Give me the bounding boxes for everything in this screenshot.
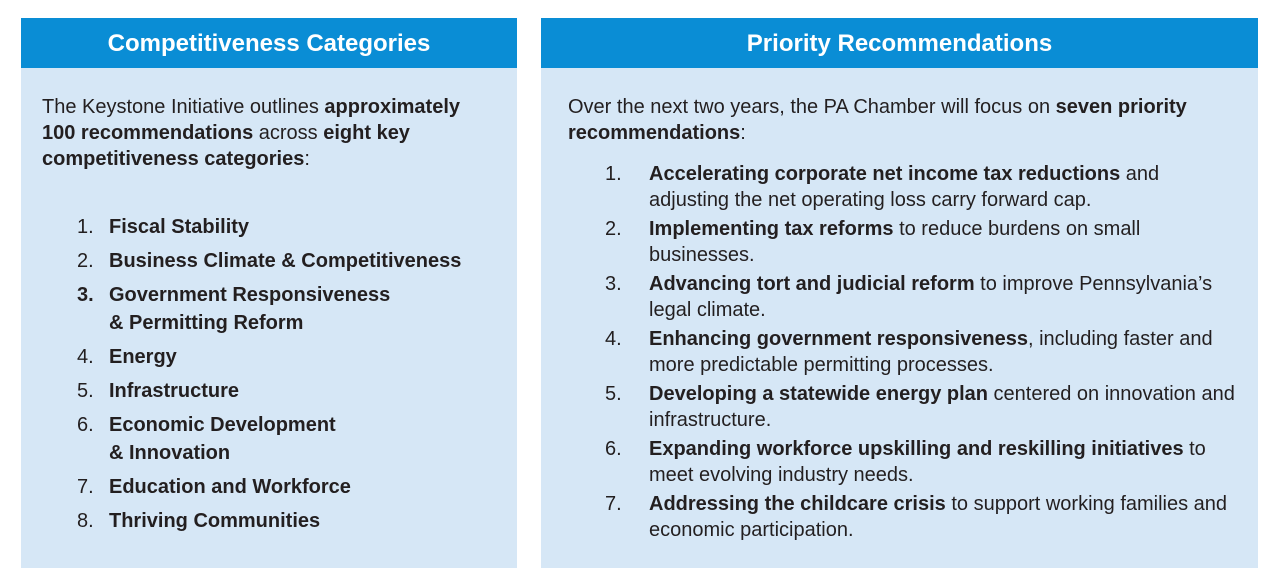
category-label: Infrastructure: [109, 380, 240, 402]
recommendation-title: Addressing the childcare crisis: [649, 493, 946, 515]
category-label: Energy: [109, 346, 177, 368]
recommendation-item: 1. Accelerating corporate net income tax reductions and adjusting the net operating loss carry forward cap.: [605, 163, 1160, 211]
category-label: Fiscal Stability: [109, 216, 250, 238]
recommendation-item: 4. Enhancing government responsiveness, including faster and more predictable permitting processes.: [605, 328, 1213, 376]
category-item: 1. Fiscal Stability: [77, 216, 250, 238]
recommendation-title: Implementing tax reforms: [649, 218, 894, 240]
category-label: Thriving Communities: [109, 510, 321, 532]
competitiveness-categories-panel: [21, 18, 517, 568]
recommendation-detail: to support working families and economic participation.: [649, 493, 1228, 541]
recommendation-item: 6. Expanding workforce upskilling and reskilling initiatives to meet evolving industry needs.: [605, 438, 1206, 486]
category-label: Business Climate & Competitiveness: [109, 250, 462, 272]
recommendation-detail: centered on innovation and infrastructure.: [649, 383, 1235, 431]
intro-bold-categories: eight key competitiveness categories: [42, 122, 410, 170]
intro-text: :: [740, 122, 746, 144]
recommendation-detail: to meet evolving industry needs.: [649, 438, 1206, 486]
category-label-cont: & Innovation: [109, 442, 231, 464]
categories-list: [77, 213, 507, 541]
recommendations-list: [605, 161, 1235, 546]
recommendation-item: 3. Advancing tort and judicial reform to improve Pennsylvania’s legal climate.: [605, 273, 1213, 321]
recommendation-title: Accelerating corporate net income tax reductions: [649, 163, 1121, 185]
intro-text: across: [253, 122, 324, 144]
category-item: 5. Infrastructure: [77, 380, 240, 402]
competitiveness-categories-header: Competitiveness Categories: [21, 18, 517, 68]
recommendation-item: 5. Developing a statewide energy plan centered on innovation and infrastructure.: [605, 383, 1235, 431]
recommendation-title: Developing a statewide energy plan: [649, 383, 988, 405]
recommendations-intro: [568, 94, 1228, 146]
recommendation-item: 2. Implementing tax reforms to reduce burdens on small businesses.: [605, 218, 1141, 266]
category-item: 2. Business Climate & Competitiveness: [77, 250, 462, 272]
priority-recommendations-panel: [541, 18, 1258, 568]
intro-bold-recommendations: approximately 100 recommendations: [42, 96, 460, 144]
intro-text: The Keystone Initiative outlines: [42, 96, 325, 118]
priority-recommendations-header: Priority Recommendations: [541, 18, 1258, 68]
category-label-cont: & Permitting Reform: [109, 312, 304, 334]
recommendation-title: Enhancing government responsiveness: [649, 328, 1028, 350]
recommendation-item: 7. Addressing the childcare crisis to support working families and economic participation.: [605, 493, 1228, 541]
category-item: 7. Education and Workforce: [77, 476, 351, 498]
category-item: 3. Government Responsiveness & Permitting Reform: [77, 284, 391, 334]
recommendation-title: Expanding workforce upskilling and reskilling initiatives: [649, 438, 1184, 460]
category-item: 6. Economic Development & Innovation: [77, 414, 336, 464]
category-label: Government Responsiveness: [109, 284, 391, 306]
intro-text: :: [304, 148, 310, 170]
intro-text: Over the next two years, the PA Chamber will focus on: [568, 96, 1056, 118]
category-label: Education and Workforce: [109, 476, 351, 498]
categories-intro: [42, 94, 482, 172]
category-label: Economic Development: [109, 414, 336, 436]
recommendation-detail: , including faster and more predictable permitting processes.: [649, 328, 1213, 376]
recommendation-title: Advancing tort and judicial reform: [649, 273, 975, 295]
category-item: 4. Energy: [77, 346, 177, 368]
intro-bold-priority: seven priority recommendations: [568, 96, 1187, 144]
recommendation-detail: to improve Pennsylvania’s legal climate.: [649, 273, 1213, 321]
recommendation-detail: to reduce burdens on small businesses.: [649, 218, 1141, 266]
recommendation-detail: and adjusting the net operating loss carry forward cap.: [649, 163, 1160, 211]
category-item: 8. Thriving Communities: [77, 510, 321, 532]
